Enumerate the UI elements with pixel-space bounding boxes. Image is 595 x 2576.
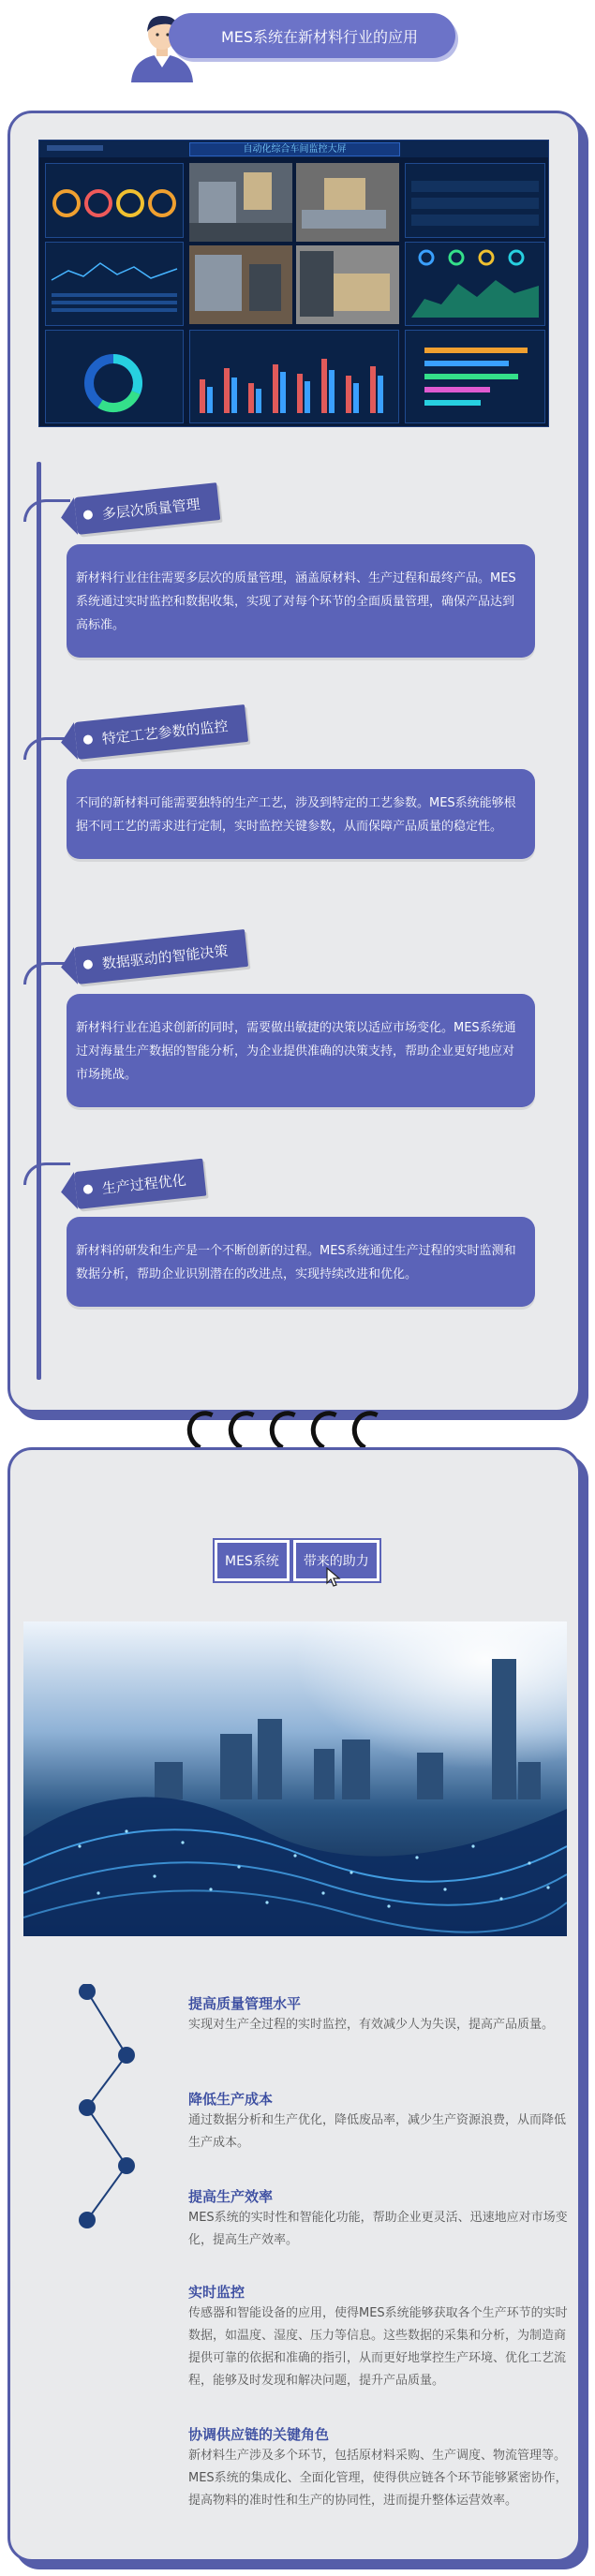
- camera-feed-3: [189, 245, 292, 324]
- section-tag-label: 多层次质量管理: [100, 495, 201, 523]
- tag-hole-icon: [82, 734, 93, 745]
- gauge-panel: [45, 163, 184, 238]
- status-table-graphic: [406, 164, 544, 237]
- benefit-title: 提高生产效率: [188, 2188, 274, 2205]
- benefit-title: 降低生产成本: [188, 2091, 274, 2108]
- benefit-item: [188, 2186, 577, 2252]
- tag-hole-icon: [82, 1184, 93, 1194]
- section-tag-quality: [74, 482, 220, 535]
- dashboard-screenshot: [38, 140, 549, 427]
- section-body-quality: 新材料行业往往需要多层次的质量管理，涵盖原材料、生产过程和最终产品。MES系统通过实时监控和数据收集，实现了对每个环节的全面质量管理，确保产品达到高标准。: [67, 544, 535, 658]
- section-body-optimization: 新材料的研发和生产是一个不断创新的过程。MES系统通过生产过程的实时监测和数据分析，帮助企业识别潜在的改进点，实现持续改进和优化。: [67, 1217, 535, 1307]
- page-title: MES系统在新材料行业的应用: [169, 13, 455, 58]
- benefit-body: 实现对生产全过程的实时监控，有效减少人为失误，提高产品质量。: [188, 2018, 555, 2032]
- step-dot-icon: [118, 2157, 135, 2174]
- dashboard-title: 自动化综合车间监控大屏: [189, 142, 400, 156]
- benefit-item: [188, 2424, 577, 2512]
- heading-tab-help: 带来的助力: [293, 1540, 379, 1581]
- tag-hole-icon: [82, 959, 93, 970]
- section-tag-optimization: [74, 1159, 206, 1209]
- section-tag-label: 特定工艺参数的监控: [100, 717, 230, 748]
- section-tag-decisions: [74, 929, 248, 985]
- rank-bar-panel: [405, 330, 545, 423]
- dashboard-logo: [47, 145, 103, 151]
- tag-hole-icon: [82, 510, 93, 520]
- step-dot-icon: [79, 2099, 96, 2116]
- area-chart-panel: [405, 242, 545, 326]
- applications-card: [7, 111, 581, 1413]
- section-tag-label: 生产过程优化: [100, 1171, 187, 1197]
- heading-tab-mes: MES系统: [215, 1540, 290, 1581]
- production-bars-graphic: [190, 331, 398, 422]
- benefit-body: 传感器和智能设备的应用，使得MES系统能够获取各个生产环节的实时数据，如温度、湿度、压力等信息。这些数据的采集和分析，为制造商提供可靠的依据和准确的指引，从而更好地掌控生产环境、优化工艺流程，能够及时发现和解决问题，提升产品质量。: [188, 2306, 568, 2388]
- donut-panel: [45, 330, 184, 423]
- steps-connector-graphic: [76, 1984, 151, 2246]
- benefit-body: MES系统的实时性和智能化功能，帮助企业更灵活、迅速地应对市场变化，提高生产效率。: [188, 2211, 568, 2247]
- camera-feed-2: [296, 163, 399, 242]
- section-tag-process-params: [74, 704, 248, 760]
- rank-bars-graphic: [406, 331, 544, 422]
- donut-graphic: [46, 331, 183, 422]
- benefit-item: [188, 1993, 577, 2036]
- benefit-item: [188, 2089, 577, 2154]
- benefit-item: [188, 2282, 577, 2392]
- benefit-title: 提高质量管理水平: [188, 1995, 302, 2012]
- production-bar-panel: [189, 330, 399, 423]
- step-dot-icon: [79, 1984, 96, 2000]
- page-header: [120, 7, 457, 82]
- smart-city-image: [23, 1621, 567, 1936]
- trend-graphic: [46, 243, 183, 325]
- gauges-graphic: [46, 164, 183, 237]
- trend-panel: [45, 242, 184, 326]
- section-body-decisions: 新材料行业在追求创新的同时，需要做出敏捷的决策以适应市场变化。MES系统通过对海量生产数据的智能分析，为企业提供准确的决策支持，帮助企业更好地应对市场挑战。: [67, 994, 535, 1107]
- area-chart-graphic: [406, 243, 544, 325]
- benefits-heading: [215, 1540, 379, 1581]
- benefit-title: 实时监控: [188, 2284, 245, 2301]
- benefit-title: 协调供应链的关键角色: [188, 2426, 330, 2443]
- timeline-line: [37, 462, 41, 1380]
- step-dot-icon: [79, 2212, 96, 2228]
- benefit-body: 新材料生产涉及多个环节，包括原材料采购、生产调度、物流管理等。MES系统的集成化、全面化管理，使得供应链各个环节能够紧密协作，提高物料的准时性和生产的协同性，进而提升整体运营效率。: [188, 2449, 568, 2508]
- benefits-card: [7, 1447, 581, 2562]
- camera-feed-4: [296, 245, 399, 324]
- step-dot-icon: [118, 2047, 135, 2064]
- mouse-cursor-icon: [326, 1567, 341, 1588]
- section-tag-label: 数据驱动的智能决策: [100, 941, 230, 972]
- camera-feed-1: [189, 163, 292, 242]
- status-table-panel: [405, 163, 545, 238]
- benefit-body: 通过数据分析和生产优化，降低废品率，减少生产资源浪费，从而降低生产成本。: [188, 2113, 567, 2150]
- section-body-process-params: 不同的新材料可能需要独特的生产工艺，涉及到特定的工艺参数。MES系统能够根据不同工艺的需求进行定制，实时监控关键参数，从而保障产品质量的稳定性。: [67, 769, 535, 859]
